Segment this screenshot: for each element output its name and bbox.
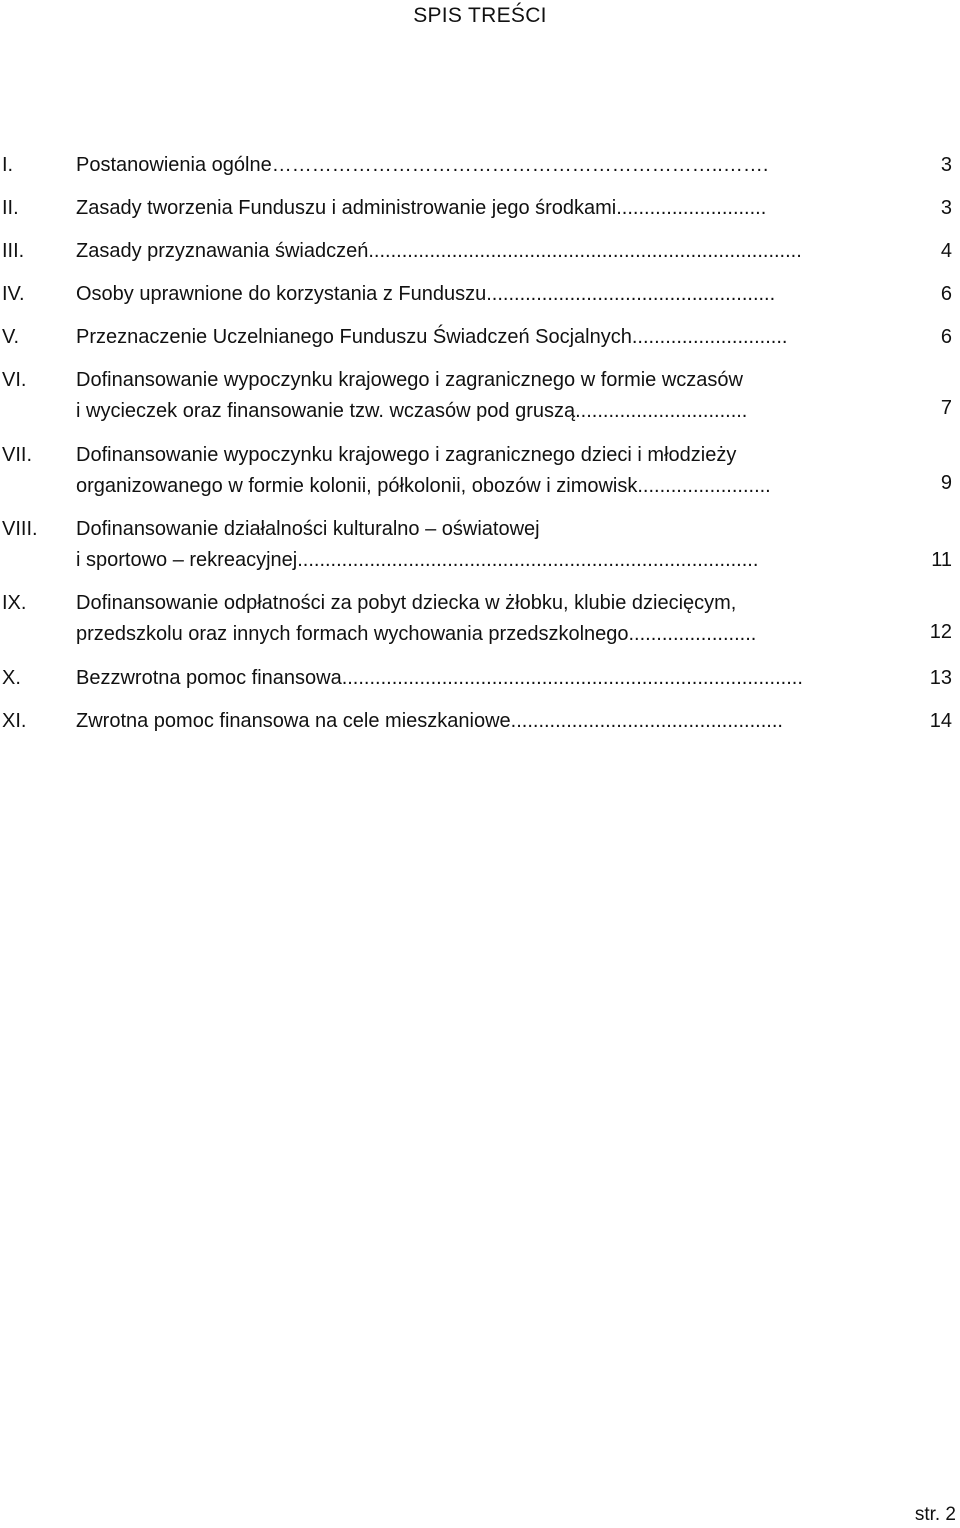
page-title: SPIS TREŚCI bbox=[413, 4, 547, 27]
toc-entry-page: 9 bbox=[940, 472, 952, 494]
toc-entry-title: Zasady przyznawania świadczeń.............................................................................. bbox=[76, 240, 802, 262]
toc-entry-page: 4 bbox=[940, 240, 952, 262]
toc-entry-page: 14 bbox=[929, 710, 952, 732]
toc-entry-title: Postanowienia ogólne…………………………………………………………..……. bbox=[76, 154, 769, 176]
toc-entry-title: Dofinansowanie wypoczynku krajowego i zagranicznego dzieci i młodzieży bbox=[76, 444, 737, 466]
toc-entry-title: Zasady tworzenia Funduszu i administrowanie jego środkami........................... bbox=[76, 197, 767, 219]
toc-entry-number: II. bbox=[2, 197, 19, 219]
toc-entry-page: 13 bbox=[929, 667, 952, 689]
toc-entry-number: X. bbox=[2, 667, 21, 689]
toc-entry-title-continued: organizowanego w formie kolonii, półkolonii, obozów i zimowisk........................ bbox=[76, 475, 771, 497]
page-number: str. 2 bbox=[914, 1504, 956, 1525]
toc-entry-number: III. bbox=[2, 240, 25, 262]
toc-entry-number: VIII. bbox=[2, 518, 38, 540]
toc-entry-title-continued: i sportowo – rekreacyjnej................................................................................... bbox=[76, 549, 759, 571]
toc-entry-number: V. bbox=[2, 326, 20, 348]
toc-entry-page: 11 bbox=[931, 549, 952, 571]
toc-entry-page: 3 bbox=[940, 154, 952, 176]
toc-entry-page: 7 bbox=[940, 397, 952, 419]
toc-entry-number: IX. bbox=[2, 592, 27, 614]
toc-entry-number: XI. bbox=[2, 710, 27, 732]
toc-entry-title: Dofinansowanie wypoczynku krajowego i zagranicznego w formie wczasów bbox=[76, 369, 743, 391]
toc-entry-title: Przeznaczenie Uczelnianego Funduszu Świadczeń Socjalnych............................ bbox=[76, 326, 788, 348]
toc-entry-page: 3 bbox=[940, 197, 952, 219]
toc-entry-title: Dofinansowanie działalności kulturalno – oświatowej bbox=[76, 518, 540, 540]
toc-entry-number: VI. bbox=[2, 369, 27, 391]
toc-entry-title-continued: i wycieczek oraz finansowanie tzw. wczasów pod gruszą............................... bbox=[76, 400, 748, 422]
toc-entry-title-continued: przedszkolu oraz innych formach wychowania przedszkolnego....................... bbox=[76, 623, 757, 645]
toc-entry-page: 12 bbox=[929, 621, 952, 643]
toc-entry-title: Dofinansowanie odpłatności za pobyt dziecka w żłobku, klubie dziecięcym, bbox=[76, 592, 737, 614]
toc-entry-title: Zwrotna pomoc finansowa na cele mieszkaniowe................................................. bbox=[76, 710, 783, 732]
toc-entry-number: VII. bbox=[2, 444, 33, 466]
toc-entry-number: IV. bbox=[2, 283, 25, 305]
toc-entry-number: I. bbox=[2, 154, 14, 176]
toc-entry-page: 6 bbox=[940, 326, 952, 348]
toc-entry-page: 6 bbox=[940, 283, 952, 305]
toc-entry-title: Bezzwrotna pomoc finansowa................................................................................... bbox=[76, 667, 803, 689]
toc-entry-title: Osoby uprawnione do korzystania z Funduszu.................................................... bbox=[76, 283, 776, 305]
